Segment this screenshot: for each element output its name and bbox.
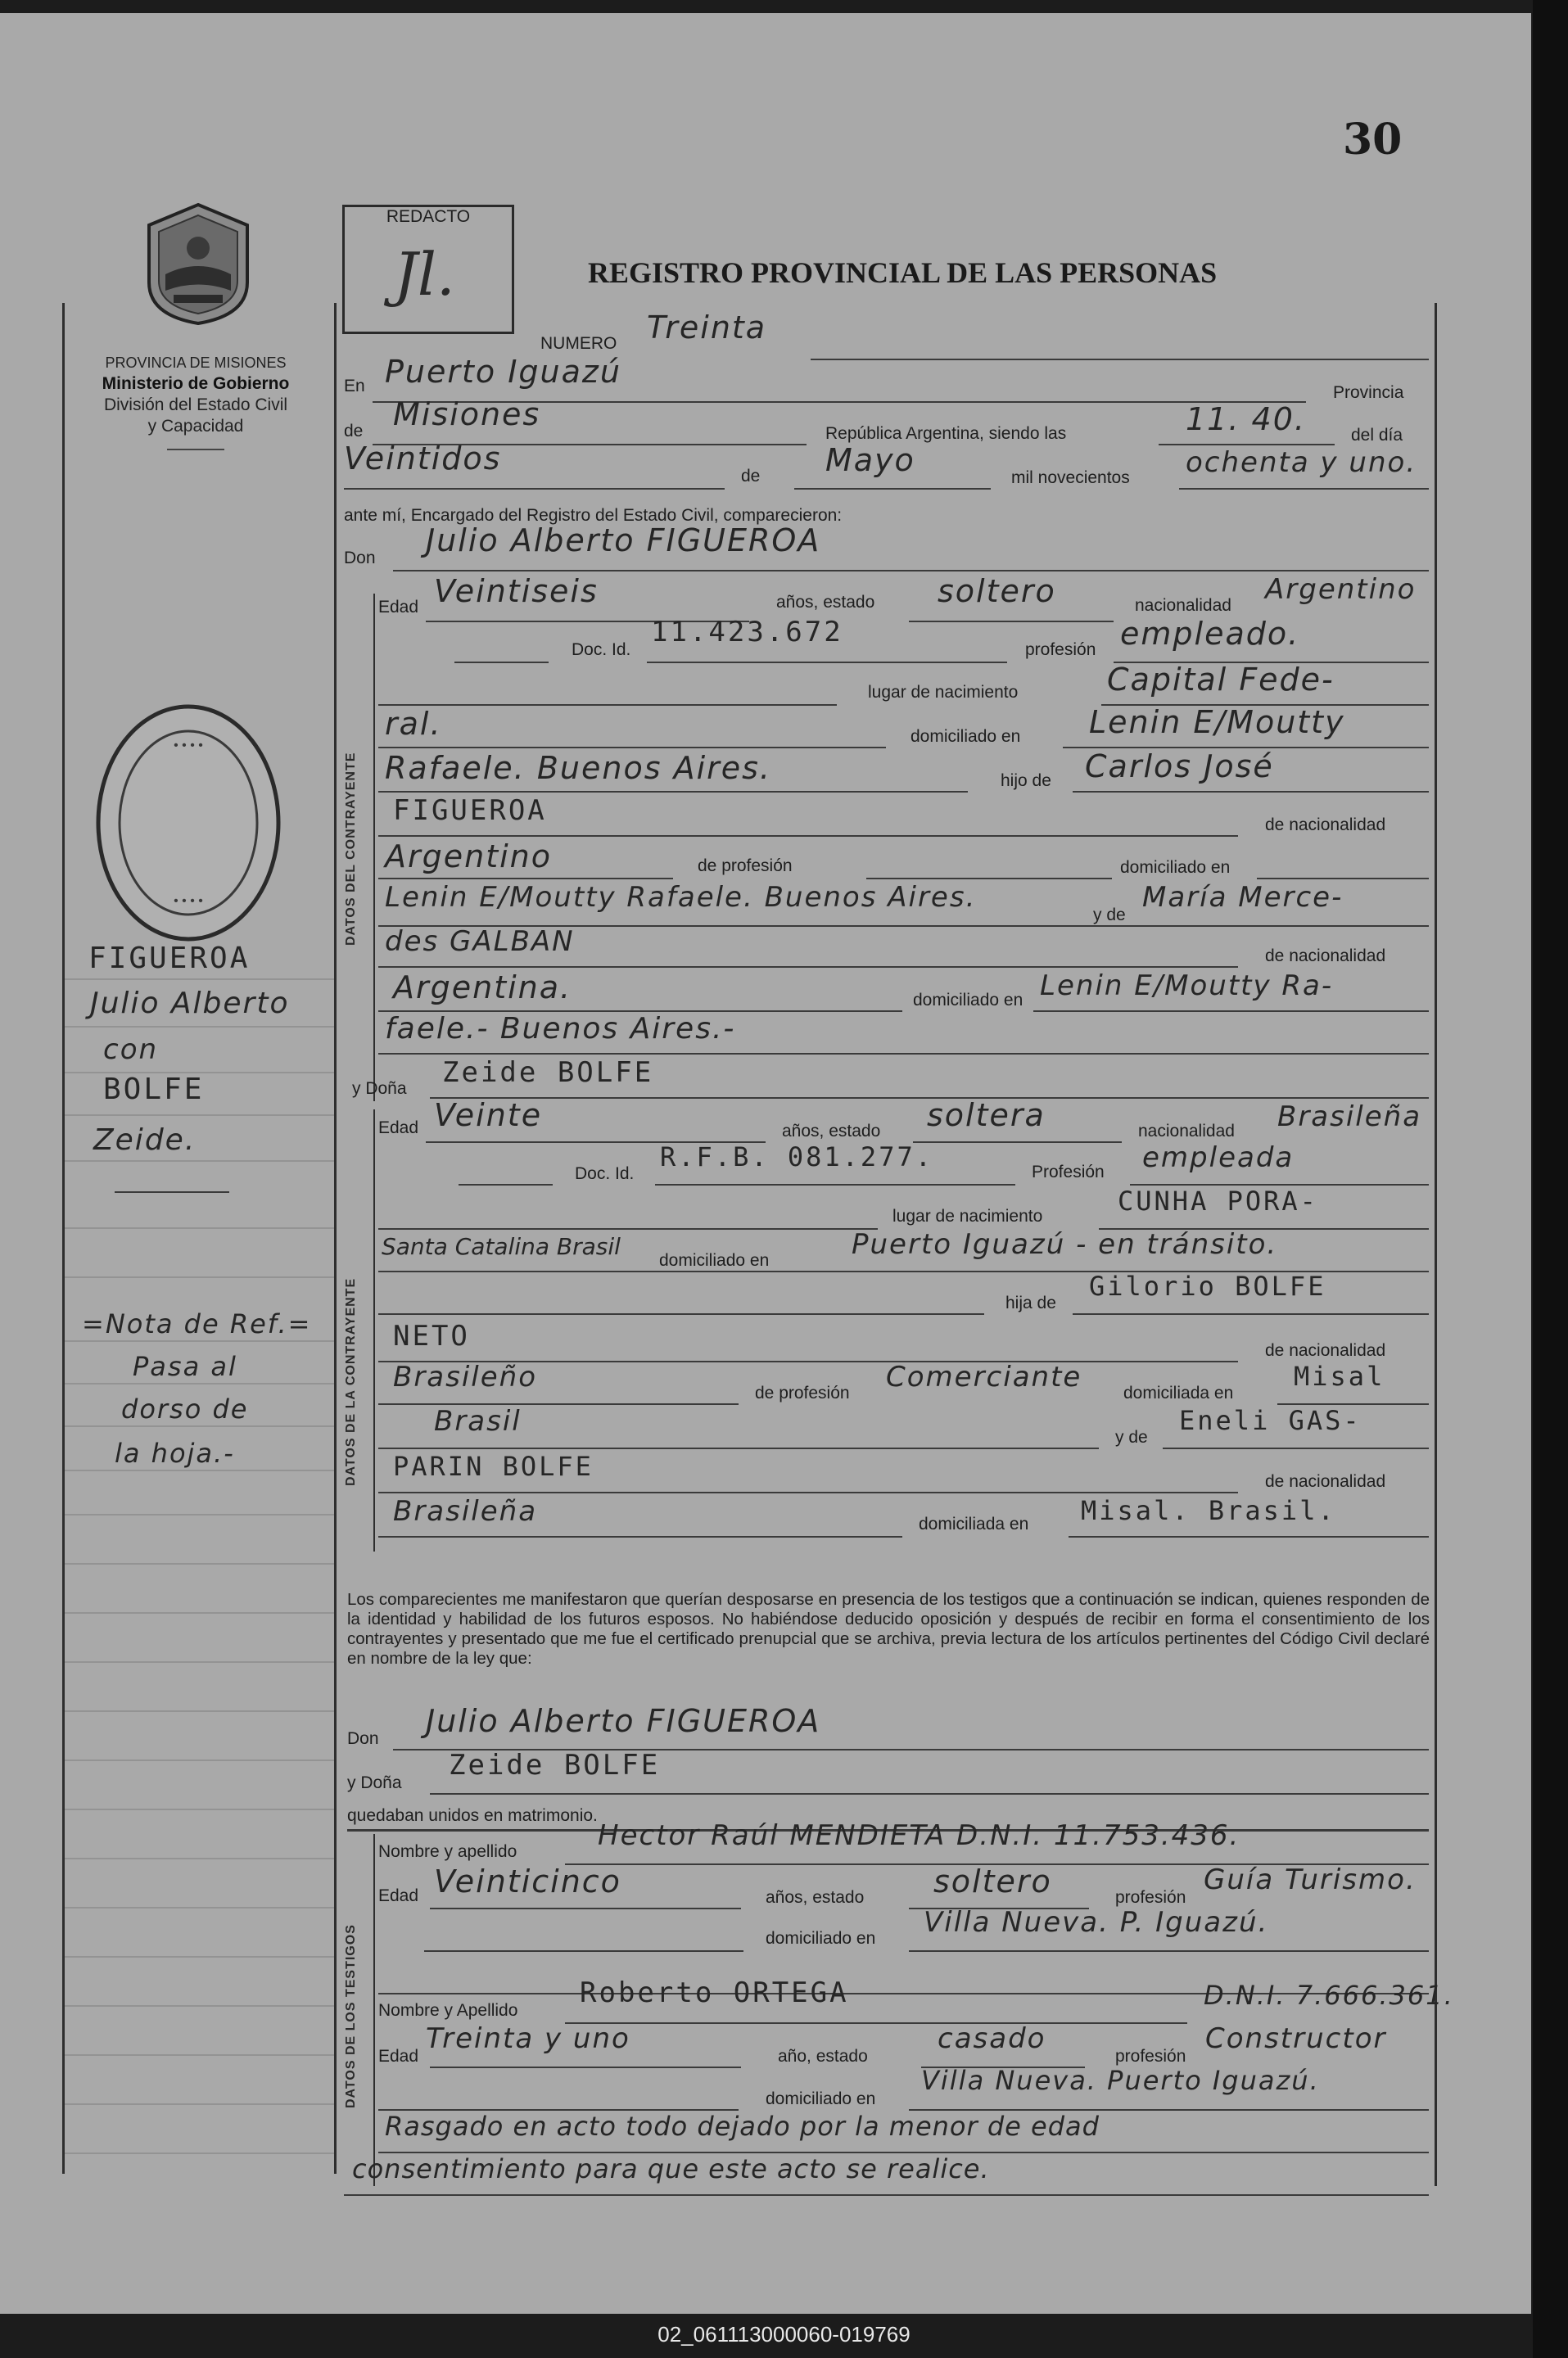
f-y-de-label: y de <box>1115 1428 1148 1447</box>
dia-value: Veintidos <box>344 440 502 477</box>
f-anios-label: años, estado <box>782 1122 881 1141</box>
c-madre-nac: Argentina. <box>393 969 572 1005</box>
hora-value: 11. 40. <box>1186 401 1306 437</box>
margin-note-bride-surname: BOLFE <box>103 1073 205 1106</box>
c-padre-nac: Argentino <box>385 838 552 874</box>
t1-nombre-label: Nombre y apellido <box>378 1842 517 1861</box>
c-prof-label: profesión <box>1025 640 1096 659</box>
c-doc-value: 11.423.672 <box>651 616 843 648</box>
mil-label: mil novecientos <box>1011 468 1130 487</box>
margin-note-bride-name: Zeide. <box>93 1123 197 1157</box>
s-don-value: Julio Alberto FIGUEROA <box>426 1703 821 1739</box>
c-y-de-label: y de <box>1093 906 1126 924</box>
t2-prof-label: profesión <box>1115 2047 1186 2066</box>
left-margin-rule <box>62 303 65 2174</box>
numero-value: Treinta <box>647 309 767 346</box>
c-madre-dom-2: faele.- Buenos Aires.- <box>385 1012 736 1046</box>
f-hija-label: hija de <box>1005 1294 1056 1312</box>
t2-nombre-label: Nombre y Apellido <box>378 2001 518 2020</box>
f-dom2-label: domiciliada en <box>1123 1384 1234 1403</box>
f-madre-nac: Brasileña <box>393 1495 538 1528</box>
statement-paragraph: Los comparecientes me manifestaron que querían desposarse en presencia de los testigos que a continuación se indican, quienes responden de la identidad y habilidad de los futuros esposos. No habiéndose deducido oposición y después de recibir en forma el consentimiento de los contrayentes y presentado que me fue el certificado prenupcial que se archiva, previa lectura de los artículos pertinentes del Código Civil declaré en nombre de la ley que: <box>347 1590 1430 1668</box>
s-dona-value: Zeide BOLFE <box>449 1749 661 1782</box>
t2-note-1: Rasgado en acto todo dejado por la menor de edad <box>385 2111 1100 2142</box>
f-prof-label: Profesión <box>1032 1163 1105 1181</box>
margin-note-given-name: Julio Alberto <box>90 987 290 1020</box>
c-doc-label: Doc. Id. <box>572 640 631 659</box>
ministry-capacity: y Capacidad <box>147 417 244 436</box>
c-nac-value: Argentino <box>1265 573 1417 606</box>
don-label: Don <box>344 549 376 567</box>
t2-doc-value: D.N.I. 7.666.361. <box>1204 1980 1454 2011</box>
s-unidos-label: quedaban unidos en matrimonio. <box>347 1806 598 1825</box>
form-right-rule <box>1435 303 1437 2186</box>
c-de-nac-label-2: de nacionalidad <box>1265 946 1386 965</box>
f-padre-dom: Misal <box>1294 1361 1385 1392</box>
f-doc-value: R.F.B. 081.277. <box>660 1141 933 1172</box>
en-label: En <box>344 377 365 395</box>
t2-prof-value: Constructor <box>1205 2022 1387 2055</box>
c-estado-value: soltero <box>938 573 1056 609</box>
f-dom-label: domiciliado en <box>659 1251 770 1270</box>
section-rule-1 <box>373 594 375 1101</box>
f-madre-value: Eneli GAS- <box>1179 1405 1362 1436</box>
ante-text: ante mí, Encargado del Registro del Estado Civil, comparecieron: <box>344 506 843 525</box>
redacto-mark: Jl. <box>394 240 455 309</box>
t1-estado-value: soltero <box>933 1863 1052 1900</box>
t2-note-2: consentimiento para que este acto se realice. <box>352 2153 990 2184</box>
y-dona-label: y Doña <box>352 1079 407 1098</box>
c-lugar-label: lugar de nacimiento <box>868 683 1019 702</box>
form-left-rule <box>334 303 337 2174</box>
y-dona-value: Zeide BOLFE <box>442 1056 654 1089</box>
anio-value: ochenta y uno. <box>1186 446 1417 479</box>
f-padre-prof: Comerciante <box>886 1361 1082 1394</box>
section-label-contrayente: DATOS DEL CONTRAYENTE <box>344 752 358 946</box>
t2-edad-value: Treinta y uno <box>426 2022 630 2055</box>
c-dom-label: domiciliado en <box>911 727 1021 746</box>
redacto-label: REDACTO <box>386 207 471 226</box>
ministry-block <box>61 352 331 450</box>
redacto-box <box>342 205 514 334</box>
c-prof-value: empleado. <box>1120 616 1300 652</box>
f-de-prof-label: de profesión <box>755 1384 850 1403</box>
file-id: 02_061113000060-019769 <box>657 2322 911 2347</box>
provincia-label: Provincia <box>1333 383 1404 402</box>
t1-edad-label: Edad <box>378 1886 419 1905</box>
provincial-seal-icon <box>141 201 255 328</box>
margin-ref-4: la hoja.- <box>115 1438 235 1469</box>
f-dom-value: Puerto Iguazú - en tránsito. <box>852 1228 1278 1261</box>
c-padre-value: Carlos José <box>1085 748 1274 784</box>
t1-prof-label: profesión <box>1115 1888 1186 1907</box>
f-madre-dom: Misal. Brasil. <box>1081 1495 1336 1526</box>
f-de-nac-label: de nacionalidad <box>1265 1341 1386 1360</box>
numero-label: NUMERO <box>540 334 617 353</box>
republica-label: República Argentina, siendo las <box>825 424 1067 443</box>
f-dom3-label: domiciliada en <box>919 1515 1029 1534</box>
t2-anios-label: año, estado <box>778 2047 868 2066</box>
del-dia-label: del día <box>1351 426 1403 445</box>
de-value: Misiones <box>393 396 541 432</box>
c-madre-value: María Merce- <box>1142 881 1344 914</box>
en-value: Puerto Iguazú <box>385 354 621 390</box>
section-rule-3 <box>373 1834 375 2186</box>
page-number: 30 <box>1343 115 1403 165</box>
f-madre-value-2: PARIN BOLFE <box>393 1451 594 1482</box>
c-nac-label: nacionalidad <box>1135 596 1231 615</box>
t1-dom-value: Villa Nueva. P. Iguazú. <box>924 1906 1269 1939</box>
c-anios-label: años, estado <box>776 593 875 612</box>
margin-ruling <box>64 942 334 2186</box>
c-hijo-label: hijo de <box>1001 771 1051 790</box>
c-dom-value: Lenin E/Moutty <box>1089 704 1345 740</box>
f-padre-value-2: NETO <box>393 1320 470 1353</box>
c-edad-value: Veintiseis <box>434 573 599 609</box>
f-nac-value: Brasileña <box>1277 1100 1422 1133</box>
f-prof-value: empleada <box>1142 1141 1295 1174</box>
f-doc-label: Doc. Id. <box>575 1164 635 1183</box>
t1-edad-value: Veinticinco <box>434 1863 621 1900</box>
f-de-nac-label-2: de nacionalidad <box>1265 1472 1386 1491</box>
round-stamp-icon <box>90 700 287 946</box>
don-value: Julio Alberto FIGUEROA <box>426 522 821 558</box>
section-rule-2 <box>373 1109 375 1552</box>
ministry-name: Ministerio de Gobierno <box>102 374 290 393</box>
svg-text:• • • •: • • • • <box>174 894 203 908</box>
c-lugar-value-2: ral. <box>385 706 442 742</box>
t2-nombre-value: Roberto ORTEGA <box>580 1976 849 2009</box>
f-edad-label: Edad <box>378 1118 419 1137</box>
ministry-division: División del Estado Civil <box>103 395 288 414</box>
c-de-prof-label: de profesión <box>698 856 793 875</box>
c-domiciliado-label: domiciliado en <box>1120 858 1231 877</box>
margin-note-surname: FIGUEROA <box>88 942 251 975</box>
f-padre-nac: Brasileño <box>393 1361 538 1394</box>
t1-nombre-value: Hector Raúl MENDIETA D.N.I. 11.753.436. <box>598 1819 1240 1852</box>
c-dom-value-2: Rafaele. Buenos Aires. <box>385 750 772 786</box>
ministry-province: PROVINCIA DE MISIONES <box>105 355 287 371</box>
t2-edad-label: Edad <box>378 2047 419 2066</box>
t2-estado-value: casado <box>938 2022 1046 2055</box>
margin-note-con: con <box>103 1033 159 1066</box>
t1-dom-label: domiciliado en <box>766 1929 876 1948</box>
de-label: de <box>344 422 364 440</box>
f-padre-value: Gilorio BOLFE <box>1089 1271 1326 1302</box>
f-nac-label: nacionalidad <box>1138 1122 1235 1141</box>
c-padre-dom: Lenin E/Moutty Rafaele. Buenos Aires. <box>385 881 977 914</box>
mes-value: Mayo <box>825 442 915 478</box>
page-title: REGISTRO PROVINCIAL DE LAS PERSONAS <box>588 256 1218 289</box>
margin-ref-1: =Nota de Ref.= <box>82 1308 312 1339</box>
margin-ref-2: Pasa al <box>133 1351 237 1382</box>
f-edad-value: Veinte <box>434 1097 543 1133</box>
c-madre-value-2: des GALBAN <box>385 925 575 958</box>
f-estado-value: soltera <box>927 1097 1046 1133</box>
t2-dom-label: domiciliado en <box>766 2089 876 2108</box>
c-madre-dom: Lenin E/Moutty Ra- <box>1040 969 1334 1002</box>
s-dona-label: y Doña <box>347 1773 402 1792</box>
de-mes-label: de <box>741 467 761 486</box>
f-lugar-value-2: Santa Catalina Brasil <box>382 1233 621 1260</box>
s-don-label: Don <box>347 1729 379 1748</box>
c-lugar-value: Capital Fede- <box>1107 662 1335 698</box>
f-lugar-label: lugar de nacimiento <box>892 1207 1043 1226</box>
section-label-testigos: DATOS DE LOS TESTIGOS <box>344 1924 358 2108</box>
t2-dom-value: Villa Nueva. Puerto Iguazú. <box>921 2065 1320 2096</box>
c-edad-label: Edad <box>378 598 419 617</box>
section-label-contrayenta: DATOS DE LA CONTRAYENTE <box>344 1277 358 1486</box>
c-domiciliado-label-2: domiciliado en <box>913 991 1023 1010</box>
svg-text:• • • •: • • • • <box>174 739 203 752</box>
f-lugar-value: CUNHA PORA- <box>1118 1186 1318 1217</box>
t1-prof-value: Guía Turismo. <box>1204 1863 1417 1896</box>
c-padre-value-2: FIGUEROA <box>393 794 547 827</box>
margin-ref-3: dorso de <box>121 1394 249 1425</box>
f-padre-dom-2: Brasil <box>434 1405 522 1438</box>
c-de-nac-label: de nacionalidad <box>1265 815 1386 834</box>
book-edge <box>1533 0 1568 2358</box>
t1-anios-label: años, estado <box>766 1888 865 1907</box>
